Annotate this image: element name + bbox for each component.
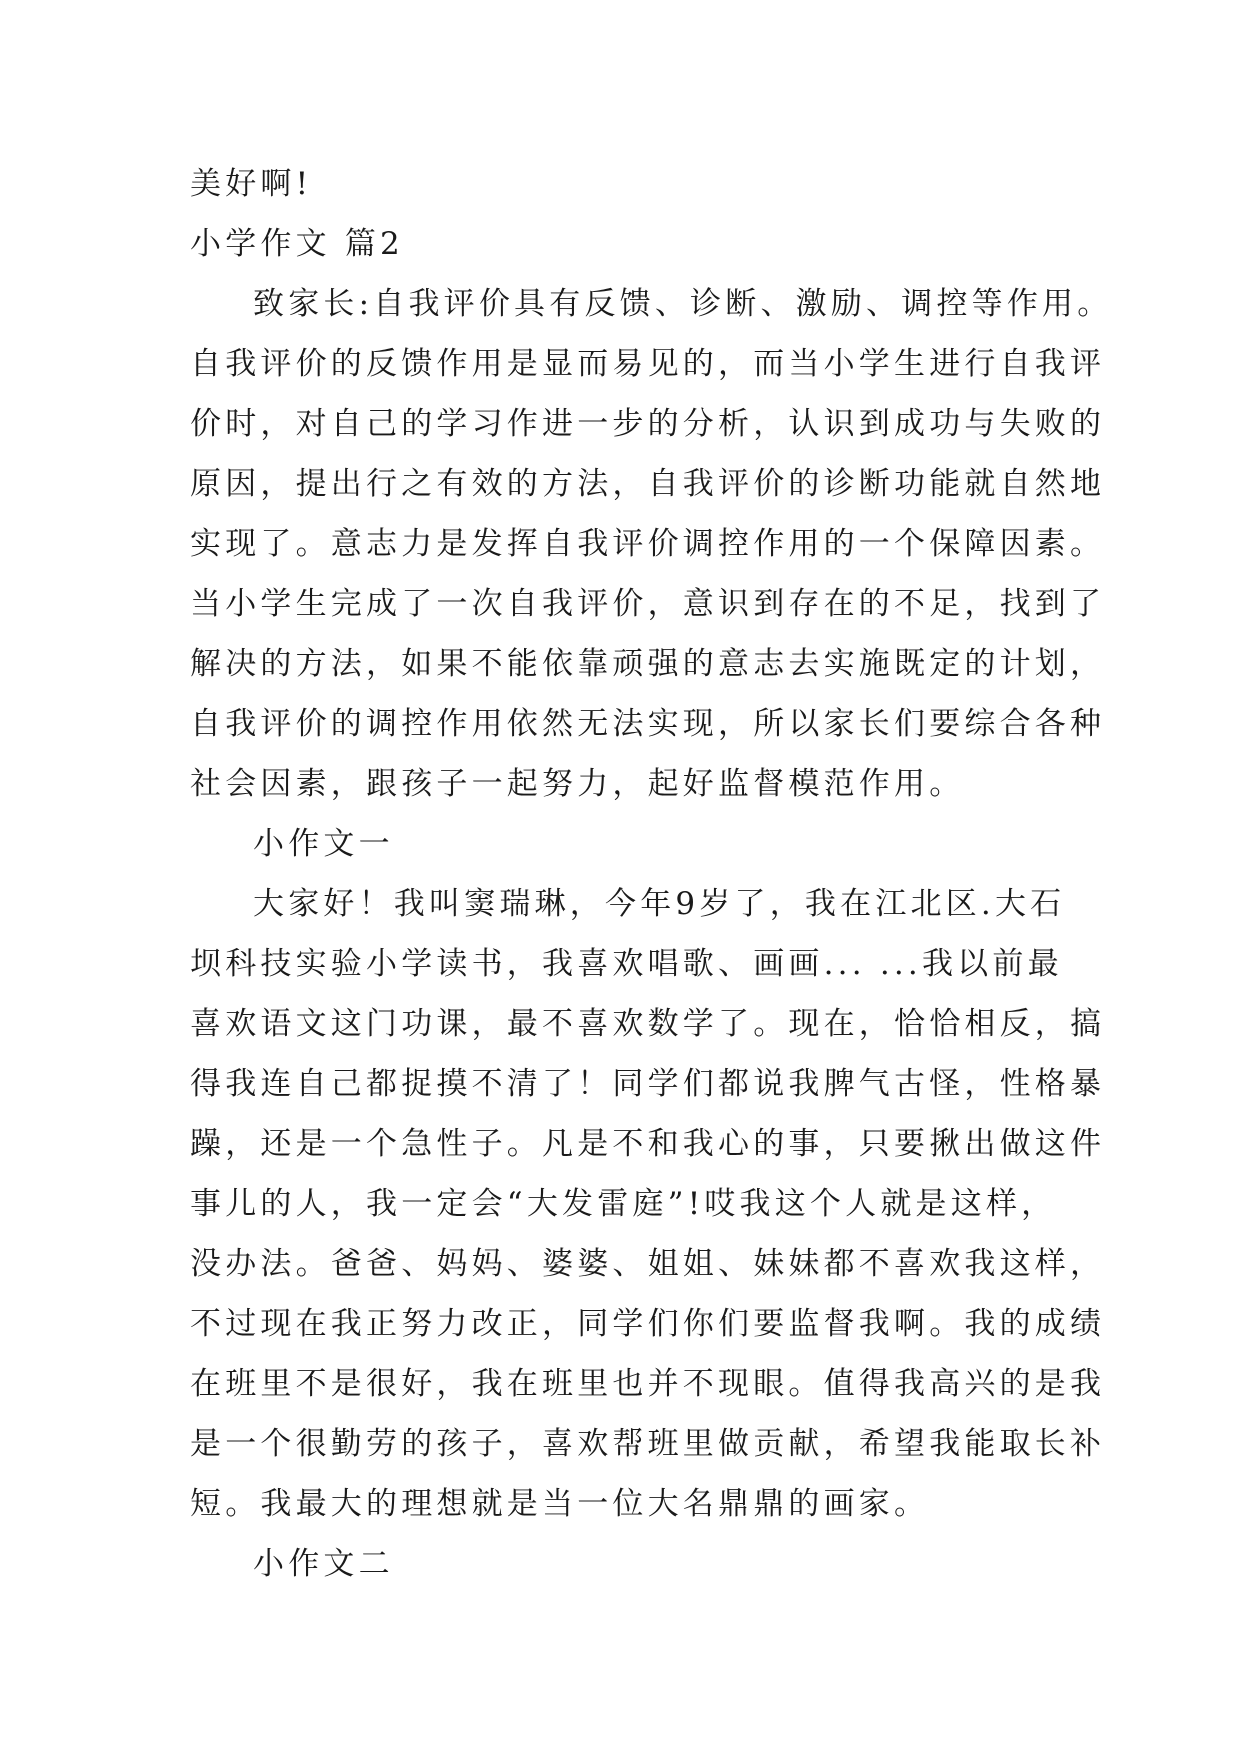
paragraph-line: 价时，对自己的学习作进一步的分析，认识到成功与失败的 [190, 406, 1106, 442]
paragraph-line: 在班里不是很好，我在班里也并不现眼。值得我高兴的是我 [190, 1366, 1106, 1402]
paragraph-line: 得我连自己都捉摸不清了！同学们都说我脾气古怪，性格暴 [190, 1066, 1106, 1102]
paragraph-line: 自我评价的调控作用依然无法实现，所以家长们要综合各种 [190, 706, 1106, 742]
paragraph-line: 当小学生完成了一次自我评价，意识到存在的不足，找到了 [190, 586, 1106, 622]
paragraph-line: 喜欢语文这门功课，最不喜欢数学了。现在，恰恰相反，搞 [190, 1006, 1106, 1042]
paragraph-line: 躁，还是一个急性子。凡是不和我心的事，只要揪出做这件 [190, 1126, 1106, 1162]
opening-line: 美好啊! [190, 166, 313, 202]
paragraph-line: 自我评价的反馈作用是显而易见的，而当小学生进行自我评 [190, 346, 1106, 382]
paragraph-line: 是一个很勤劳的孩子，喜欢帮班里做贡献，希望我能取长补 [190, 1426, 1106, 1462]
paragraph-line: 大家好！我叫窦瑞琳，今年9岁了，我在江北区.大石 [253, 886, 1066, 922]
paragraph-line: 社会因素，跟孩子一起努力，起好监督模范作用。 [190, 766, 965, 802]
section-title: 小学作文 篇2 [190, 226, 404, 262]
paragraph-line: 原因，提出行之有效的方法，自我评价的诊断功能就自然地 [190, 466, 1106, 502]
paragraph-line: 短。我最大的理想就是当一位大名鼎鼎的画家。 [190, 1486, 930, 1522]
paragraph-line: 实现了。意志力是发挥自我评价调控作用的一个保障因素。 [190, 526, 1106, 562]
paragraph-line: 致家长:自我评价具有反馈、诊断、激励、调控等作用。 [253, 286, 1113, 322]
paragraph-line: 没办法。爸爸、妈妈、婆婆、姐姐、妹妹都不喜欢我这样， [190, 1246, 1106, 1282]
paragraph-line: 不过现在我正努力改正，同学们你们要监督我啊。我的成绩 [190, 1306, 1106, 1342]
paragraph-line: 解决的方法，如果不能依靠顽强的意志去实施既定的计划， [190, 646, 1106, 682]
essay-two-title: 小作文二 [253, 1546, 394, 1582]
paragraph-line: 事儿的人，我一定会“大发雷庭”!哎我这个人就是这样， [190, 1186, 1057, 1222]
essay-one-title: 小作文一 [253, 826, 394, 862]
paragraph-line: 坝科技实验小学读书，我喜欢唱歌、画画... ...我以前最 [190, 946, 1063, 982]
